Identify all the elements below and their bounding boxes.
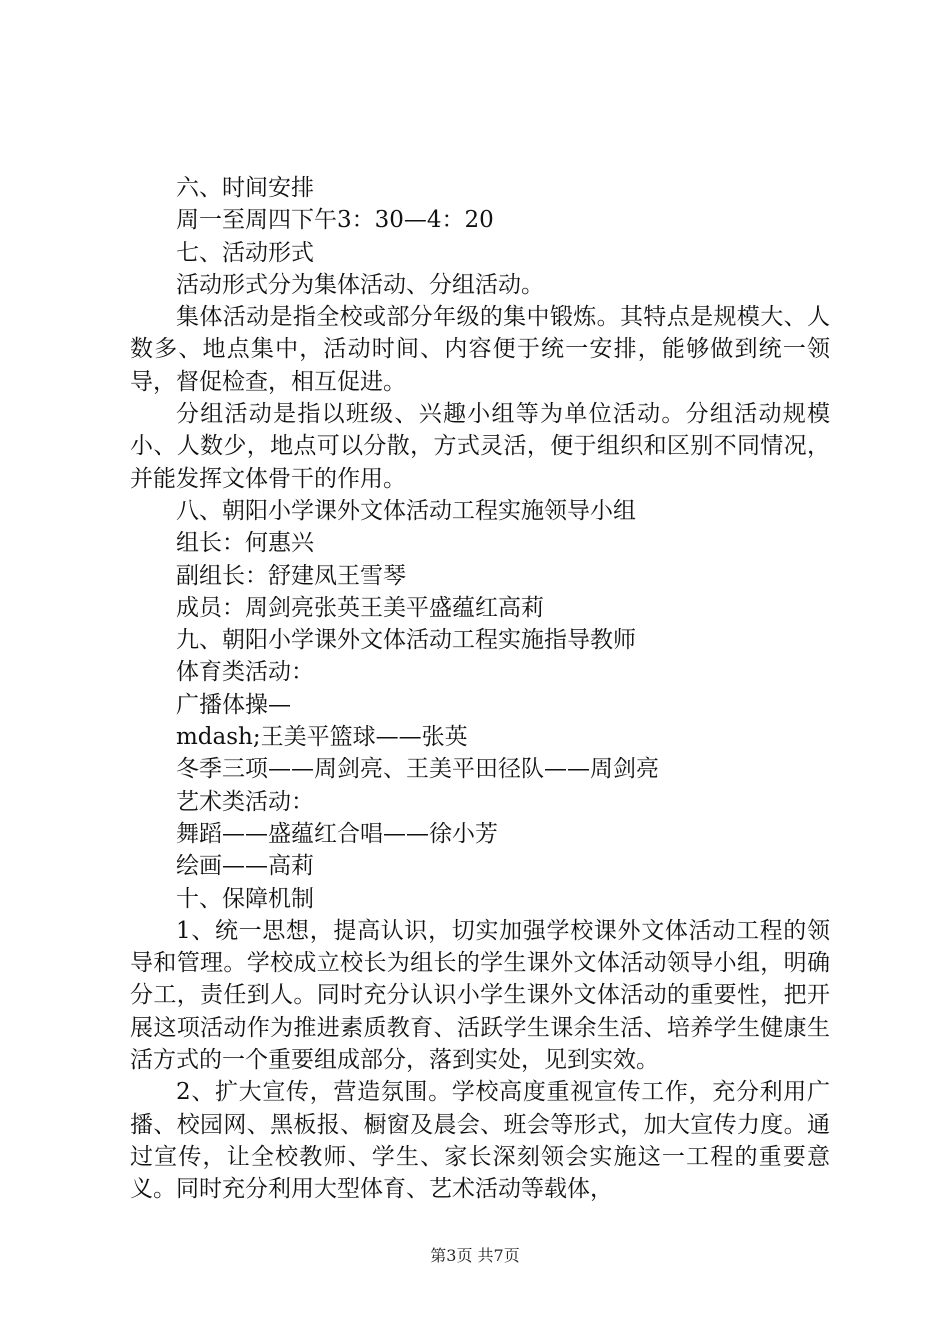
deputy-leader-line: 副组长：舒建凤王雪琴 — [176, 562, 406, 589]
paragraph-group-activity: 集体活动是指全校或部分年级的集中锻炼。其特点是规模大、人数多、地点集中，活动时间、内容便于统一安排，能够做到统一领导，督促检查，相互促进。 — [130, 304, 830, 395]
members-line: 成员：周剑亮张英王美平盛蕴红高莉 — [176, 594, 544, 621]
art-item-painting: 绘画——高莉 — [176, 853, 314, 880]
sports-item-winter: 冬季三项——周剑亮、王美平田径队——周剑亮 — [176, 756, 659, 783]
sports-item-broadcast: 广播体操— — [176, 691, 291, 718]
paragraph-activity-types: 活动形式分为集体活动、分组活动。 — [176, 271, 544, 298]
heading-schedule: 六、时间安排 — [176, 175, 314, 201]
paragraph-team-activity: 分组活动是指以班级、兴趣小组等为单位活动。分组活动规模小、人数少，地点可以分散，方式灵活，便于组织和区别不同情况，并能发挥文体骨干的作用。 — [130, 401, 830, 492]
heading-instructors: 九、朝阳小学课外文体活动工程实施指导教师 — [176, 627, 636, 654]
sports-activities-label: 体育类活动： — [176, 659, 314, 686]
art-item-dance: 舞蹈——盛蕴红合唱——徐小芳 — [176, 820, 498, 847]
heading-guarantee: 十、保障机制 — [176, 885, 314, 912]
document-body — [130, 172, 830, 1206]
page-footer: 第3页 共7页 — [430, 1246, 520, 1265]
art-activities-label: 艺术类活动： — [176, 788, 314, 815]
leader-line: 组长：何惠兴 — [176, 530, 314, 557]
paragraph-guarantee-1: 1、统一思想，提高认识，切实加强学校课外文体活动工程的领导和管理。学校成立校长为组长的学生课外文体活动领导小组，明确分工，责任到人。同时充分认识小学生课外文体活动的重要性，把开展这项活动作为推进素质教育、活跃学生课余生活、培养学生健康生活方式的一个重要组成部分，落到实处，见到实效。 — [130, 917, 830, 1074]
sports-item-basketball: mdash;王美平篮球——张英 — [176, 724, 468, 751]
paragraph-guarantee-2: 2、扩大宣传，营造氛围。学校高度重视宣传工作，充分利用广播、校园网、黑板报、橱窗及晨会、班会等形式，加大宣传力度。通过宣传，让全校教师、学生、家长深刻领会实施这一工程的重要意义。同时充分利用大型体育、艺术活动等载体， — [130, 1079, 830, 1203]
heading-activity-form: 七、活动形式 — [176, 239, 314, 266]
heading-leadership-group: 八、朝阳小学课外文体活动工程实施领导小组 — [176, 497, 636, 524]
schedule-time: 周一至周四下午3：30—4：20 — [176, 207, 494, 234]
